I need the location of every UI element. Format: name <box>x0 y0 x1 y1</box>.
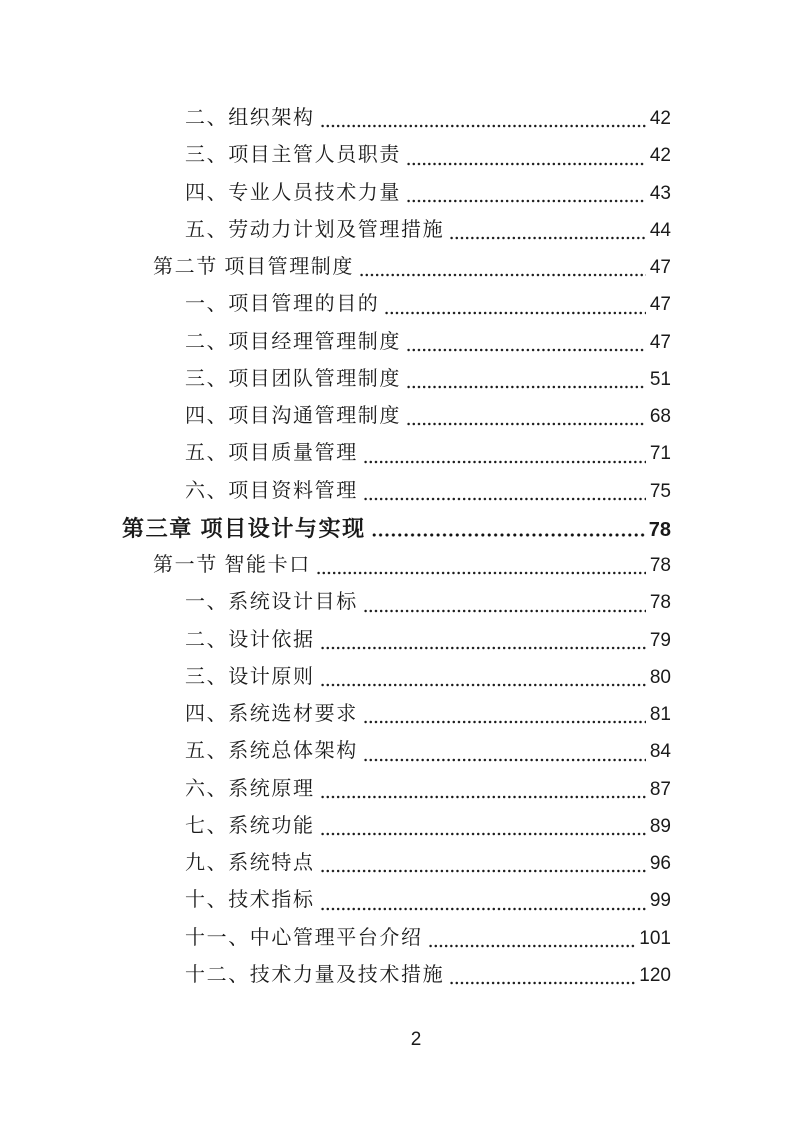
toc-entry-label: 五、项目质量管理 <box>185 442 358 465</box>
toc-entry-label: 四、项目沟通管理制度 <box>185 405 401 427</box>
toc-entry-page: 78 <box>649 555 671 576</box>
toc-entry-label: 第二节 项目管理制度 <box>153 256 354 278</box>
toc-entry-label: 十一、中心管理平台介绍 <box>185 926 423 949</box>
toc-leader-dots <box>363 497 646 501</box>
toc-leader-dots <box>320 683 646 687</box>
toc-entry-page: 99 <box>649 890 671 912</box>
toc-entry[interactable] <box>122 473 671 510</box>
toc-entry-label: 六、项目资料管理 <box>185 479 358 502</box>
toc-entry[interactable] <box>122 100 671 137</box>
toc-entry-page: 42 <box>649 108 671 129</box>
page-number-footer: 2 <box>410 1029 422 1050</box>
toc-entry[interactable] <box>122 733 671 770</box>
toc-entry-page: 87 <box>649 778 671 800</box>
toc-entry-page: 89 <box>649 815 671 837</box>
toc-entry[interactable] <box>122 286 671 323</box>
toc-entry-page: 47 <box>649 294 671 316</box>
toc-entry[interactable] <box>122 547 671 584</box>
toc-entry-page: 80 <box>649 666 671 688</box>
toc-entry[interactable] <box>122 882 671 919</box>
toc-entry[interactable] <box>122 137 671 174</box>
toc-entry-page: 120 <box>639 964 671 986</box>
toc-entry-page: 42 <box>649 145 671 167</box>
toc-entry-label: 六、系统原理 <box>185 777 315 800</box>
toc-entry-label: 一、项目管理的目的 <box>185 293 380 316</box>
toc-entry[interactable] <box>122 622 671 659</box>
toc-entry-label: 十二、技术力量及技术措施 <box>185 963 445 986</box>
toc-entry-page: 79 <box>649 629 671 651</box>
toc-entry-page: 71 <box>649 443 671 465</box>
toc-entry-page: 96 <box>649 853 671 874</box>
toc-entry[interactable] <box>122 249 671 286</box>
toc-entry-page: 101 <box>639 927 671 949</box>
toc-entry[interactable] <box>122 845 671 882</box>
toc-entry-label: 十、技术指标 <box>185 889 315 912</box>
toc-entry-label: 二、设计依据 <box>185 628 315 651</box>
toc-entry[interactable] <box>122 771 671 808</box>
toc-leader-dots <box>320 795 646 799</box>
toc-entry-page: 44 <box>649 219 671 241</box>
toc-leader-dots <box>406 422 646 426</box>
toc-entry[interactable] <box>122 920 671 957</box>
toc-leader-dots <box>406 162 646 166</box>
toc-leader-dots <box>363 460 646 464</box>
toc-entry-page: 47 <box>649 257 671 278</box>
toc-entry[interactable] <box>122 175 671 212</box>
toc-leader-dots <box>320 832 646 836</box>
toc-entry[interactable] <box>122 212 671 249</box>
toc-entry-page: 81 <box>649 704 671 725</box>
toc-leader-dots <box>428 944 636 948</box>
toc-entry-page: 75 <box>649 480 671 502</box>
toc-leader-dots <box>371 533 645 537</box>
toc-entry-page: 84 <box>649 741 671 763</box>
toc-entry-page: 68 <box>649 406 671 427</box>
toc-entry[interactable] <box>122 324 671 361</box>
toc-leader-dots <box>359 273 646 277</box>
toc-entry[interactable] <box>122 361 671 398</box>
table-of-contents <box>122 100 671 994</box>
toc-entry-page: 43 <box>649 182 671 204</box>
toc-entry-label: 四、专业人员技术力量 <box>185 181 401 204</box>
toc-leader-dots <box>406 199 646 203</box>
toc-leader-dots <box>320 646 646 650</box>
toc-leader-dots <box>406 385 646 389</box>
toc-entry[interactable] <box>122 696 671 733</box>
toc-entry-label: 第一节 智能卡口 <box>153 554 311 576</box>
toc-leader-dots <box>320 869 646 873</box>
toc-entry-label: 四、系统选材要求 <box>185 703 358 725</box>
toc-entry[interactable] <box>122 957 671 994</box>
toc-entry-label: 七、系统功能 <box>185 814 315 837</box>
toc-leader-dots <box>406 348 646 352</box>
toc-entry-label: 一、系统设计目标 <box>185 591 358 614</box>
toc-entry-label: 第三章 项目设计与实现 <box>122 515 366 541</box>
toc-leader-dots <box>363 720 646 724</box>
toc-entry[interactable] <box>122 584 671 621</box>
toc-entry-label: 三、项目主管人员职责 <box>185 144 401 167</box>
toc-leader-dots <box>320 124 646 128</box>
toc-leader-dots <box>316 571 646 575</box>
toc-entry-page: 51 <box>649 368 671 390</box>
toc-entry[interactable] <box>122 435 671 472</box>
toc-entry-label: 九、系统特点 <box>185 852 315 874</box>
toc-entry[interactable] <box>122 398 671 435</box>
toc-leader-dots <box>363 758 646 762</box>
toc-leader-dots <box>449 236 646 240</box>
toc-entry-label: 五、劳动力计划及管理措施 <box>185 218 445 241</box>
toc-leader-dots <box>384 311 645 315</box>
toc-entry-label: 五、系统总体架构 <box>185 740 358 763</box>
toc-entry[interactable] <box>122 510 671 547</box>
toc-entry-page: 78 <box>648 518 671 541</box>
toc-entry-label: 二、项目经理管理制度 <box>185 330 401 353</box>
toc-entry-page: 78 <box>649 592 671 614</box>
toc-leader-dots <box>449 981 635 985</box>
toc-entry-page: 47 <box>649 331 671 353</box>
toc-entry-label: 三、设计原则 <box>185 665 315 688</box>
toc-entry-label: 三、项目团队管理制度 <box>185 367 401 390</box>
toc-entry[interactable] <box>122 808 671 845</box>
toc-entry[interactable] <box>122 659 671 696</box>
toc-leader-dots <box>320 907 646 911</box>
toc-entry-label: 二、组织架构 <box>185 107 315 129</box>
toc-leader-dots <box>363 609 646 613</box>
